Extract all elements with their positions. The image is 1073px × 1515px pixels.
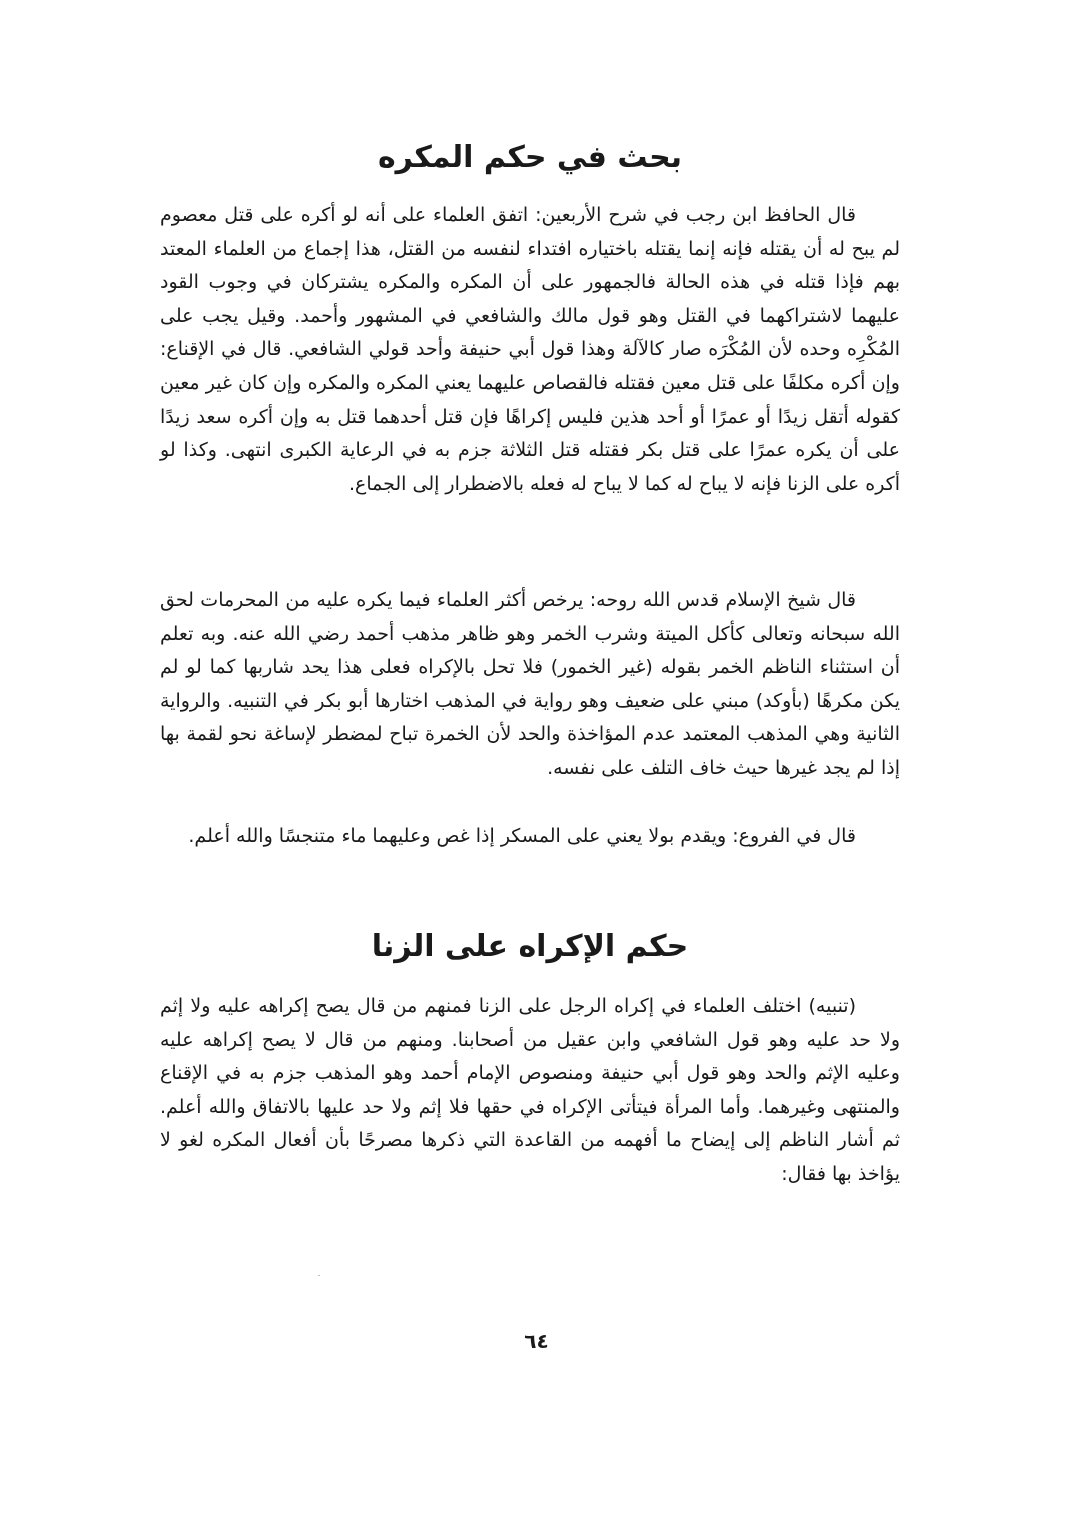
page-number: ٦٤ (524, 1329, 549, 1353)
section-heading-coercion-zina: حكم الإكراه على الزنا (371, 929, 689, 964)
paragraph-ibn-rajab: قال الحافظ ابن رجب في شرح الأربعين: اتفق العلماء على أنه لو أكره على قتل معصوم لم يبح له أن يقتله فإنه إنما يقتله باختياره افتداء لنفسه من القتل، هذا إجماع من العلماء المعتد بهم فإذا قتله في هذه الحالة فالجمهور على أن المكره والمكره يشتركان في وجوب القود عليهما لاشتراكهما في القتل وهو قول مالك والشافعي في المشهور وأحمد. وقيل يجب على المُكْرِه وحده لأن المُكْرَه صار كالآلة وهذا قول أبي حنيفة وأحد قولي الشافعي. قال في الإقناع: وإن أكره مكلفًا على قتل معين فقتله فالقصاص عليهما يعني المكره والمكره وإن كان غير معين كقوله أتقل زيدًا أو عمرًا أو أحد هذين فليس إكراهًا فإن قتل أحدهما قتل به وإن أكره سعد زيدًا على أن يكره عمرًا على قتل بكر فقتله قتل الثلاثة جزم به في الرعاية الكبرى انتهى. وكذا لو أكره على الزنا فإنه لا يباح له كما لا يباح له فعله بالاضطرار إلى الجماع. (160, 204, 900, 495)
section-heading-coerced-ruling: بحث في حكم المكره (377, 140, 683, 175)
paragraph-al-furu: قال في الفروع: ويقدم بولا يعني على المسكر إذا غص وعليهما ماء متنجسًا والله أعلم. (188, 825, 856, 847)
paragraph-shaykh-al-islam: قال شيخ الإسلام قدس الله روحه: يرخص أكثر العلماء فيما يكره عليه من المحرمات لحق الله سبحانه وتعالى كأكل الميتة وشرب الخمر وهو ظاهر مذهب أحمد رضي الله عنه. وبه تعلم أن استثناء الناظم الخمر بقوله (غير الخمور) فلا تحل بالإكراه فعلى هذا يحد شاربها كما لو لم يكن مكرهًا (بأوكد) مبني على ضعيف وهو رواية في المذهب اختارها أبو بكر في التنبيه. والرواية الثانية وهي المذهب المعتمد عدم المؤاخذة والحد لأن الخمرة تباح لمضطر لإساغة نحو لقمة بها إذا لم يجد غيرها حيث خاف التلف على نفسه. (160, 589, 900, 779)
paragraph-tanbih: (تنبيه) اختلف العلماء في إكراه الرجل على الزنا فمنهم من قال يصح إكراهه عليه ولا إثم ولا حد عليه وهو قول الشافعي وابن عقيل من أصحابنا. ومنهم من قال لا يصح إكراهه عليه وعليه الإثم والحد وهو قول أبي حنيفة ومنصوص الإمام أحمد وهو المذهب جزم به في الإقناع والمنتهى وغيرهما. وأما المرأة فيتأتى الإكراه في حقها فلا إثم ولا حد عليها بالاتفاق والله أعلم. ثم أشار الناظم إلى إيضاح ما أفهمه من القاعدة التي ذكرها مصرحًا بأن أفعال المكره لغو لا يؤاخذ بها فقال: (160, 995, 900, 1185)
scan-speck (318, 1275, 320, 1276)
